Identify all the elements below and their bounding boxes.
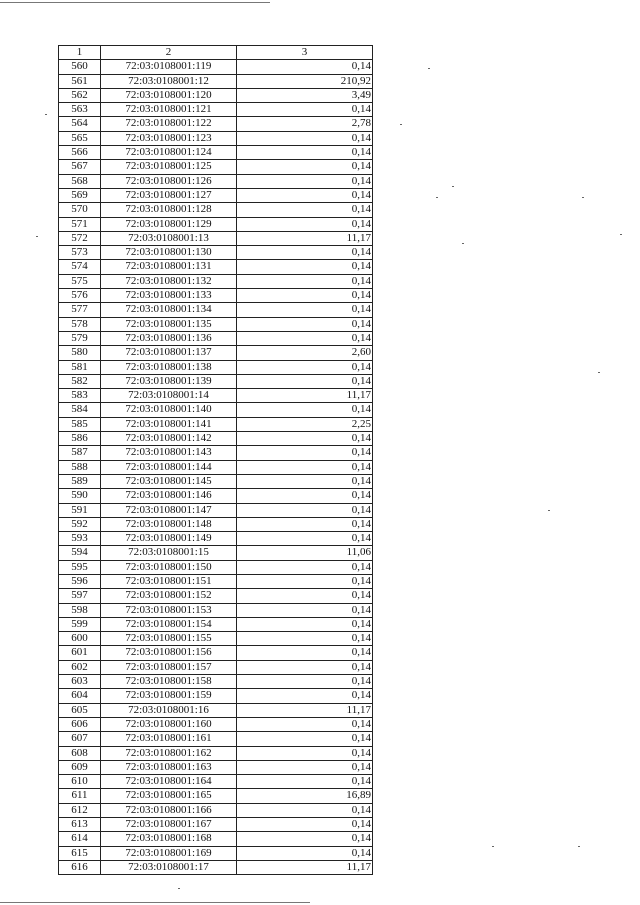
table-row — [59, 460, 373, 474]
area-value: 0,14 — [237, 446, 373, 460]
table-row — [59, 617, 373, 631]
cadastral-number: 72:03:0108001:120 — [101, 88, 237, 102]
area-value: 0,14 — [237, 760, 373, 774]
scan-speck — [598, 372, 600, 373]
table-row — [59, 146, 373, 160]
table-row — [59, 717, 373, 731]
cadastral-number: 72:03:0108001:142 — [101, 432, 237, 446]
row-number: 592 — [59, 517, 101, 531]
table-row — [59, 860, 373, 874]
cadastral-number: 72:03:0108001:147 — [101, 503, 237, 517]
table-row — [59, 317, 373, 331]
cadastral-number: 72:03:0108001:136 — [101, 331, 237, 345]
area-value: 0,14 — [237, 260, 373, 274]
area-value: 0,14 — [237, 632, 373, 646]
cadastral-number: 72:03:0108001:133 — [101, 289, 237, 303]
cadastral-number: 72:03:0108001:151 — [101, 574, 237, 588]
area-value: 0,14 — [237, 646, 373, 660]
area-value: 0,14 — [237, 60, 373, 74]
area-value: 3,49 — [237, 88, 373, 102]
cadastral-number: 72:03:0108001:121 — [101, 103, 237, 117]
table-row — [59, 417, 373, 431]
cadastral-number: 72:03:0108001:168 — [101, 832, 237, 846]
row-number: 590 — [59, 489, 101, 503]
cadastral-number: 72:03:0108001:163 — [101, 760, 237, 774]
row-number: 560 — [59, 60, 101, 74]
scan-speck — [578, 846, 580, 847]
area-value: 0,14 — [237, 803, 373, 817]
cadastral-number: 72:03:0108001:131 — [101, 260, 237, 274]
row-number: 596 — [59, 574, 101, 588]
row-number: 571 — [59, 217, 101, 231]
row-number: 607 — [59, 732, 101, 746]
cadastral-number: 72:03:0108001:128 — [101, 203, 237, 217]
cadastral-number: 72:03:0108001:17 — [101, 860, 237, 874]
cadastral-number: 72:03:0108001:164 — [101, 775, 237, 789]
row-number: 561 — [59, 74, 101, 88]
row-number: 583 — [59, 389, 101, 403]
table-row — [59, 203, 373, 217]
table-row — [59, 260, 373, 274]
row-number: 575 — [59, 274, 101, 288]
table-row — [59, 217, 373, 231]
area-value: 0,14 — [237, 331, 373, 345]
area-value: 0,14 — [237, 675, 373, 689]
cadastral-number: 72:03:0108001:124 — [101, 146, 237, 160]
area-value: 0,14 — [237, 818, 373, 832]
row-number: 602 — [59, 660, 101, 674]
cadastral-number: 72:03:0108001:153 — [101, 603, 237, 617]
table-row — [59, 374, 373, 388]
area-value: 16,89 — [237, 789, 373, 803]
row-number: 582 — [59, 374, 101, 388]
table-row — [59, 88, 373, 102]
row-number: 574 — [59, 260, 101, 274]
row-number: 603 — [59, 675, 101, 689]
table-row — [59, 775, 373, 789]
row-number: 565 — [59, 131, 101, 145]
row-number: 567 — [59, 160, 101, 174]
table-row — [59, 446, 373, 460]
cadastral-number: 72:03:0108001:15 — [101, 546, 237, 560]
table-row — [59, 231, 373, 245]
cadastral-number: 72:03:0108001:12 — [101, 74, 237, 88]
scan-speck — [45, 114, 47, 115]
area-value: 0,14 — [237, 432, 373, 446]
scan-speck — [178, 888, 180, 889]
cadastral-number: 72:03:0108001:143 — [101, 446, 237, 460]
row-number: 568 — [59, 174, 101, 188]
area-value: 0,14 — [237, 246, 373, 260]
row-number: 587 — [59, 446, 101, 460]
table-row — [59, 403, 373, 417]
table-row — [59, 646, 373, 660]
cadastral-number: 72:03:0108001:150 — [101, 560, 237, 574]
cadastral-number: 72:03:0108001:167 — [101, 818, 237, 832]
area-value: 11,06 — [237, 546, 373, 560]
cadastral-number: 72:03:0108001:160 — [101, 717, 237, 731]
row-number: 614 — [59, 832, 101, 846]
row-number: 601 — [59, 646, 101, 660]
cadastral-number: 72:03:0108001:135 — [101, 317, 237, 331]
scan-speck — [436, 197, 438, 198]
table-row — [59, 789, 373, 803]
area-value: 0,14 — [237, 532, 373, 546]
table-row — [59, 818, 373, 832]
area-value: 0,14 — [237, 489, 373, 503]
table-row — [59, 174, 373, 188]
area-value: 0,14 — [237, 303, 373, 317]
area-value: 0,14 — [237, 274, 373, 288]
row-number: 598 — [59, 603, 101, 617]
cadastral-number: 72:03:0108001:157 — [101, 660, 237, 674]
area-value: 0,14 — [237, 574, 373, 588]
table-row — [59, 660, 373, 674]
row-number: 563 — [59, 103, 101, 117]
area-value: 210,92 — [237, 74, 373, 88]
table-row — [59, 675, 373, 689]
cadastral-number: 72:03:0108001:144 — [101, 460, 237, 474]
scan-speck — [548, 510, 550, 511]
table-row — [59, 732, 373, 746]
cadastral-number: 72:03:0108001:152 — [101, 589, 237, 603]
area-value: 11,17 — [237, 389, 373, 403]
row-number: 610 — [59, 775, 101, 789]
cadastral-number: 72:03:0108001:162 — [101, 746, 237, 760]
area-value: 11,17 — [237, 703, 373, 717]
row-number: 611 — [59, 789, 101, 803]
row-number: 608 — [59, 746, 101, 760]
area-value: 0,14 — [237, 732, 373, 746]
row-number: 613 — [59, 818, 101, 832]
scan-speck — [582, 197, 584, 198]
table-row — [59, 74, 373, 88]
table-row — [59, 517, 373, 531]
cadastral-number: 72:03:0108001:129 — [101, 217, 237, 231]
scan-edge-line — [0, 902, 310, 903]
row-number: 593 — [59, 532, 101, 546]
table-row — [59, 389, 373, 403]
table-row — [59, 489, 373, 503]
cadastral-number: 72:03:0108001:138 — [101, 360, 237, 374]
row-number: 584 — [59, 403, 101, 417]
row-number: 589 — [59, 474, 101, 488]
row-number: 581 — [59, 360, 101, 374]
cadastral-number: 72:03:0108001:119 — [101, 60, 237, 74]
area-value: 0,14 — [237, 589, 373, 603]
area-value: 0,14 — [237, 174, 373, 188]
area-value: 0,14 — [237, 775, 373, 789]
cadastral-number: 72:03:0108001:130 — [101, 246, 237, 260]
cadastral-number: 72:03:0108001:122 — [101, 117, 237, 131]
cadastral-number: 72:03:0108001:165 — [101, 789, 237, 803]
area-value: 0,14 — [237, 360, 373, 374]
area-value: 0,14 — [237, 603, 373, 617]
table-header-row — [59, 46, 373, 60]
row-number: 569 — [59, 188, 101, 202]
table-row — [59, 632, 373, 646]
scan-speck — [428, 68, 430, 69]
area-value: 0,14 — [237, 131, 373, 145]
cadastral-number: 72:03:0108001:145 — [101, 474, 237, 488]
cadastral-number: 72:03:0108001:139 — [101, 374, 237, 388]
area-value: 0,14 — [237, 689, 373, 703]
row-number: 580 — [59, 346, 101, 360]
cadastral-number: 72:03:0108001:146 — [101, 489, 237, 503]
row-number: 566 — [59, 146, 101, 160]
table-row — [59, 703, 373, 717]
scan-speck — [492, 846, 494, 847]
cadastral-number: 72:03:0108001:13 — [101, 231, 237, 245]
header-col-3: 3 — [237, 46, 373, 60]
area-value: 11,17 — [237, 860, 373, 874]
area-value: 0,14 — [237, 517, 373, 531]
row-number: 599 — [59, 617, 101, 631]
cadastral-number: 72:03:0108001:140 — [101, 403, 237, 417]
table-row — [59, 289, 373, 303]
table-row — [59, 832, 373, 846]
scan-speck — [36, 236, 38, 237]
cadastral-number: 72:03:0108001:148 — [101, 517, 237, 531]
cadastral-number: 72:03:0108001:159 — [101, 689, 237, 703]
row-number: 579 — [59, 331, 101, 345]
table-row — [59, 846, 373, 860]
area-value: 0,14 — [237, 617, 373, 631]
table-row — [59, 360, 373, 374]
table-row — [59, 131, 373, 145]
table-row — [59, 246, 373, 260]
area-value: 0,14 — [237, 832, 373, 846]
cadastral-number: 72:03:0108001:132 — [101, 274, 237, 288]
area-value: 11,17 — [237, 231, 373, 245]
row-number: 572 — [59, 231, 101, 245]
scan-speck — [400, 124, 402, 125]
table-row — [59, 274, 373, 288]
table-row — [59, 589, 373, 603]
row-number: 594 — [59, 546, 101, 560]
row-number: 564 — [59, 117, 101, 131]
area-value: 0,14 — [237, 160, 373, 174]
row-number: 597 — [59, 589, 101, 603]
row-number: 600 — [59, 632, 101, 646]
row-number: 562 — [59, 88, 101, 102]
table-row — [59, 803, 373, 817]
header-col-2: 2 — [101, 46, 237, 60]
row-number: 588 — [59, 460, 101, 474]
table-row — [59, 117, 373, 131]
area-value: 0,14 — [237, 374, 373, 388]
table-row — [59, 503, 373, 517]
row-number: 606 — [59, 717, 101, 731]
row-number: 576 — [59, 289, 101, 303]
scan-edge-line — [0, 2, 270, 3]
table-row — [59, 331, 373, 345]
area-value: 0,14 — [237, 746, 373, 760]
row-number: 615 — [59, 846, 101, 860]
row-number: 577 — [59, 303, 101, 317]
scan-speck — [452, 186, 454, 187]
table-row — [59, 60, 373, 74]
cadastral-number: 72:03:0108001:158 — [101, 675, 237, 689]
table-row — [59, 760, 373, 774]
cadastral-number: 72:03:0108001:155 — [101, 632, 237, 646]
table-row — [59, 603, 373, 617]
area-value: 0,14 — [237, 474, 373, 488]
area-value: 0,14 — [237, 146, 373, 160]
cadastral-number: 72:03:0108001:149 — [101, 532, 237, 546]
row-number: 586 — [59, 432, 101, 446]
row-number: 605 — [59, 703, 101, 717]
row-number: 616 — [59, 860, 101, 874]
table-row — [59, 560, 373, 574]
area-value: 0,14 — [237, 503, 373, 517]
area-value: 0,14 — [237, 403, 373, 417]
area-value: 2,78 — [237, 117, 373, 131]
area-value: 2,25 — [237, 417, 373, 431]
area-value: 0,14 — [237, 203, 373, 217]
cadastral-number: 72:03:0108001:137 — [101, 346, 237, 360]
cadastral-number: 72:03:0108001:16 — [101, 703, 237, 717]
cadastral-table — [58, 45, 373, 875]
row-number: 604 — [59, 689, 101, 703]
area-value: 0,14 — [237, 846, 373, 860]
table-row — [59, 188, 373, 202]
row-number: 570 — [59, 203, 101, 217]
table-row — [59, 303, 373, 317]
area-value: 2,60 — [237, 346, 373, 360]
row-number: 591 — [59, 503, 101, 517]
area-value: 0,14 — [237, 560, 373, 574]
row-number: 612 — [59, 803, 101, 817]
row-number: 609 — [59, 760, 101, 774]
row-number: 585 — [59, 417, 101, 431]
area-value: 0,14 — [237, 460, 373, 474]
cadastral-number: 72:03:0108001:134 — [101, 303, 237, 317]
area-value: 0,14 — [237, 660, 373, 674]
row-number: 595 — [59, 560, 101, 574]
table-row — [59, 346, 373, 360]
cadastral-number: 72:03:0108001:141 — [101, 417, 237, 431]
cadastral-number: 72:03:0108001:125 — [101, 160, 237, 174]
row-number: 573 — [59, 246, 101, 260]
cadastral-number: 72:03:0108001:169 — [101, 846, 237, 860]
cadastral-number: 72:03:0108001:154 — [101, 617, 237, 631]
scan-speck — [620, 234, 622, 235]
table-row — [59, 689, 373, 703]
table-row — [59, 746, 373, 760]
area-value: 0,14 — [237, 289, 373, 303]
scan-speck — [462, 243, 464, 244]
area-value: 0,14 — [237, 217, 373, 231]
table-row — [59, 546, 373, 560]
cadastral-number: 72:03:0108001:123 — [101, 131, 237, 145]
table-row — [59, 574, 373, 588]
table-row — [59, 160, 373, 174]
cadastral-number: 72:03:0108001:166 — [101, 803, 237, 817]
area-value: 0,14 — [237, 188, 373, 202]
table-row — [59, 474, 373, 488]
area-value: 0,14 — [237, 317, 373, 331]
table-body — [59, 60, 373, 875]
cadastral-number: 72:03:0108001:126 — [101, 174, 237, 188]
table-row — [59, 532, 373, 546]
header-col-1: 1 — [59, 46, 101, 60]
cadastral-number: 72:03:0108001:14 — [101, 389, 237, 403]
table-row — [59, 103, 373, 117]
area-value: 0,14 — [237, 103, 373, 117]
cadastral-number: 72:03:0108001:127 — [101, 188, 237, 202]
cadastral-number: 72:03:0108001:161 — [101, 732, 237, 746]
row-number: 578 — [59, 317, 101, 331]
cadastral-number: 72:03:0108001:156 — [101, 646, 237, 660]
area-value: 0,14 — [237, 717, 373, 731]
table-row — [59, 432, 373, 446]
